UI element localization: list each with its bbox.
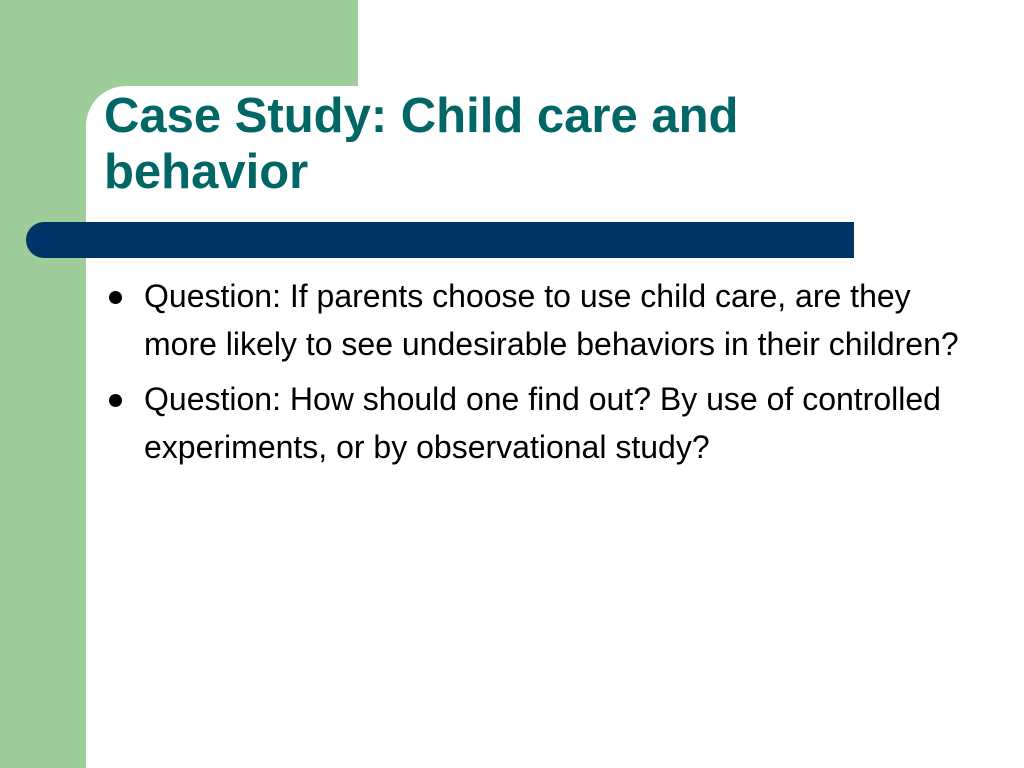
- bullet-item-1: [104, 272, 964, 368]
- bullet-item-2: [104, 375, 964, 471]
- green-top-band: [0, 0, 358, 86]
- slide-title: Case Study: Child care and behavior: [104, 89, 739, 199]
- bullet-list: [104, 272, 964, 478]
- bullet-text-1: Question: If parents choose to use child care, are they more likely to see undesirable behaviors in their children?: [144, 278, 959, 362]
- bullet-dot-icon: [109, 291, 122, 304]
- green-sidebar-band: [0, 0, 86, 768]
- bullet-dot-icon: [109, 394, 122, 407]
- title-underline-bar: [26, 222, 854, 258]
- bullet-text-2: Question: How should one find out? By use of controlled experiments, or by observational study?: [144, 381, 941, 465]
